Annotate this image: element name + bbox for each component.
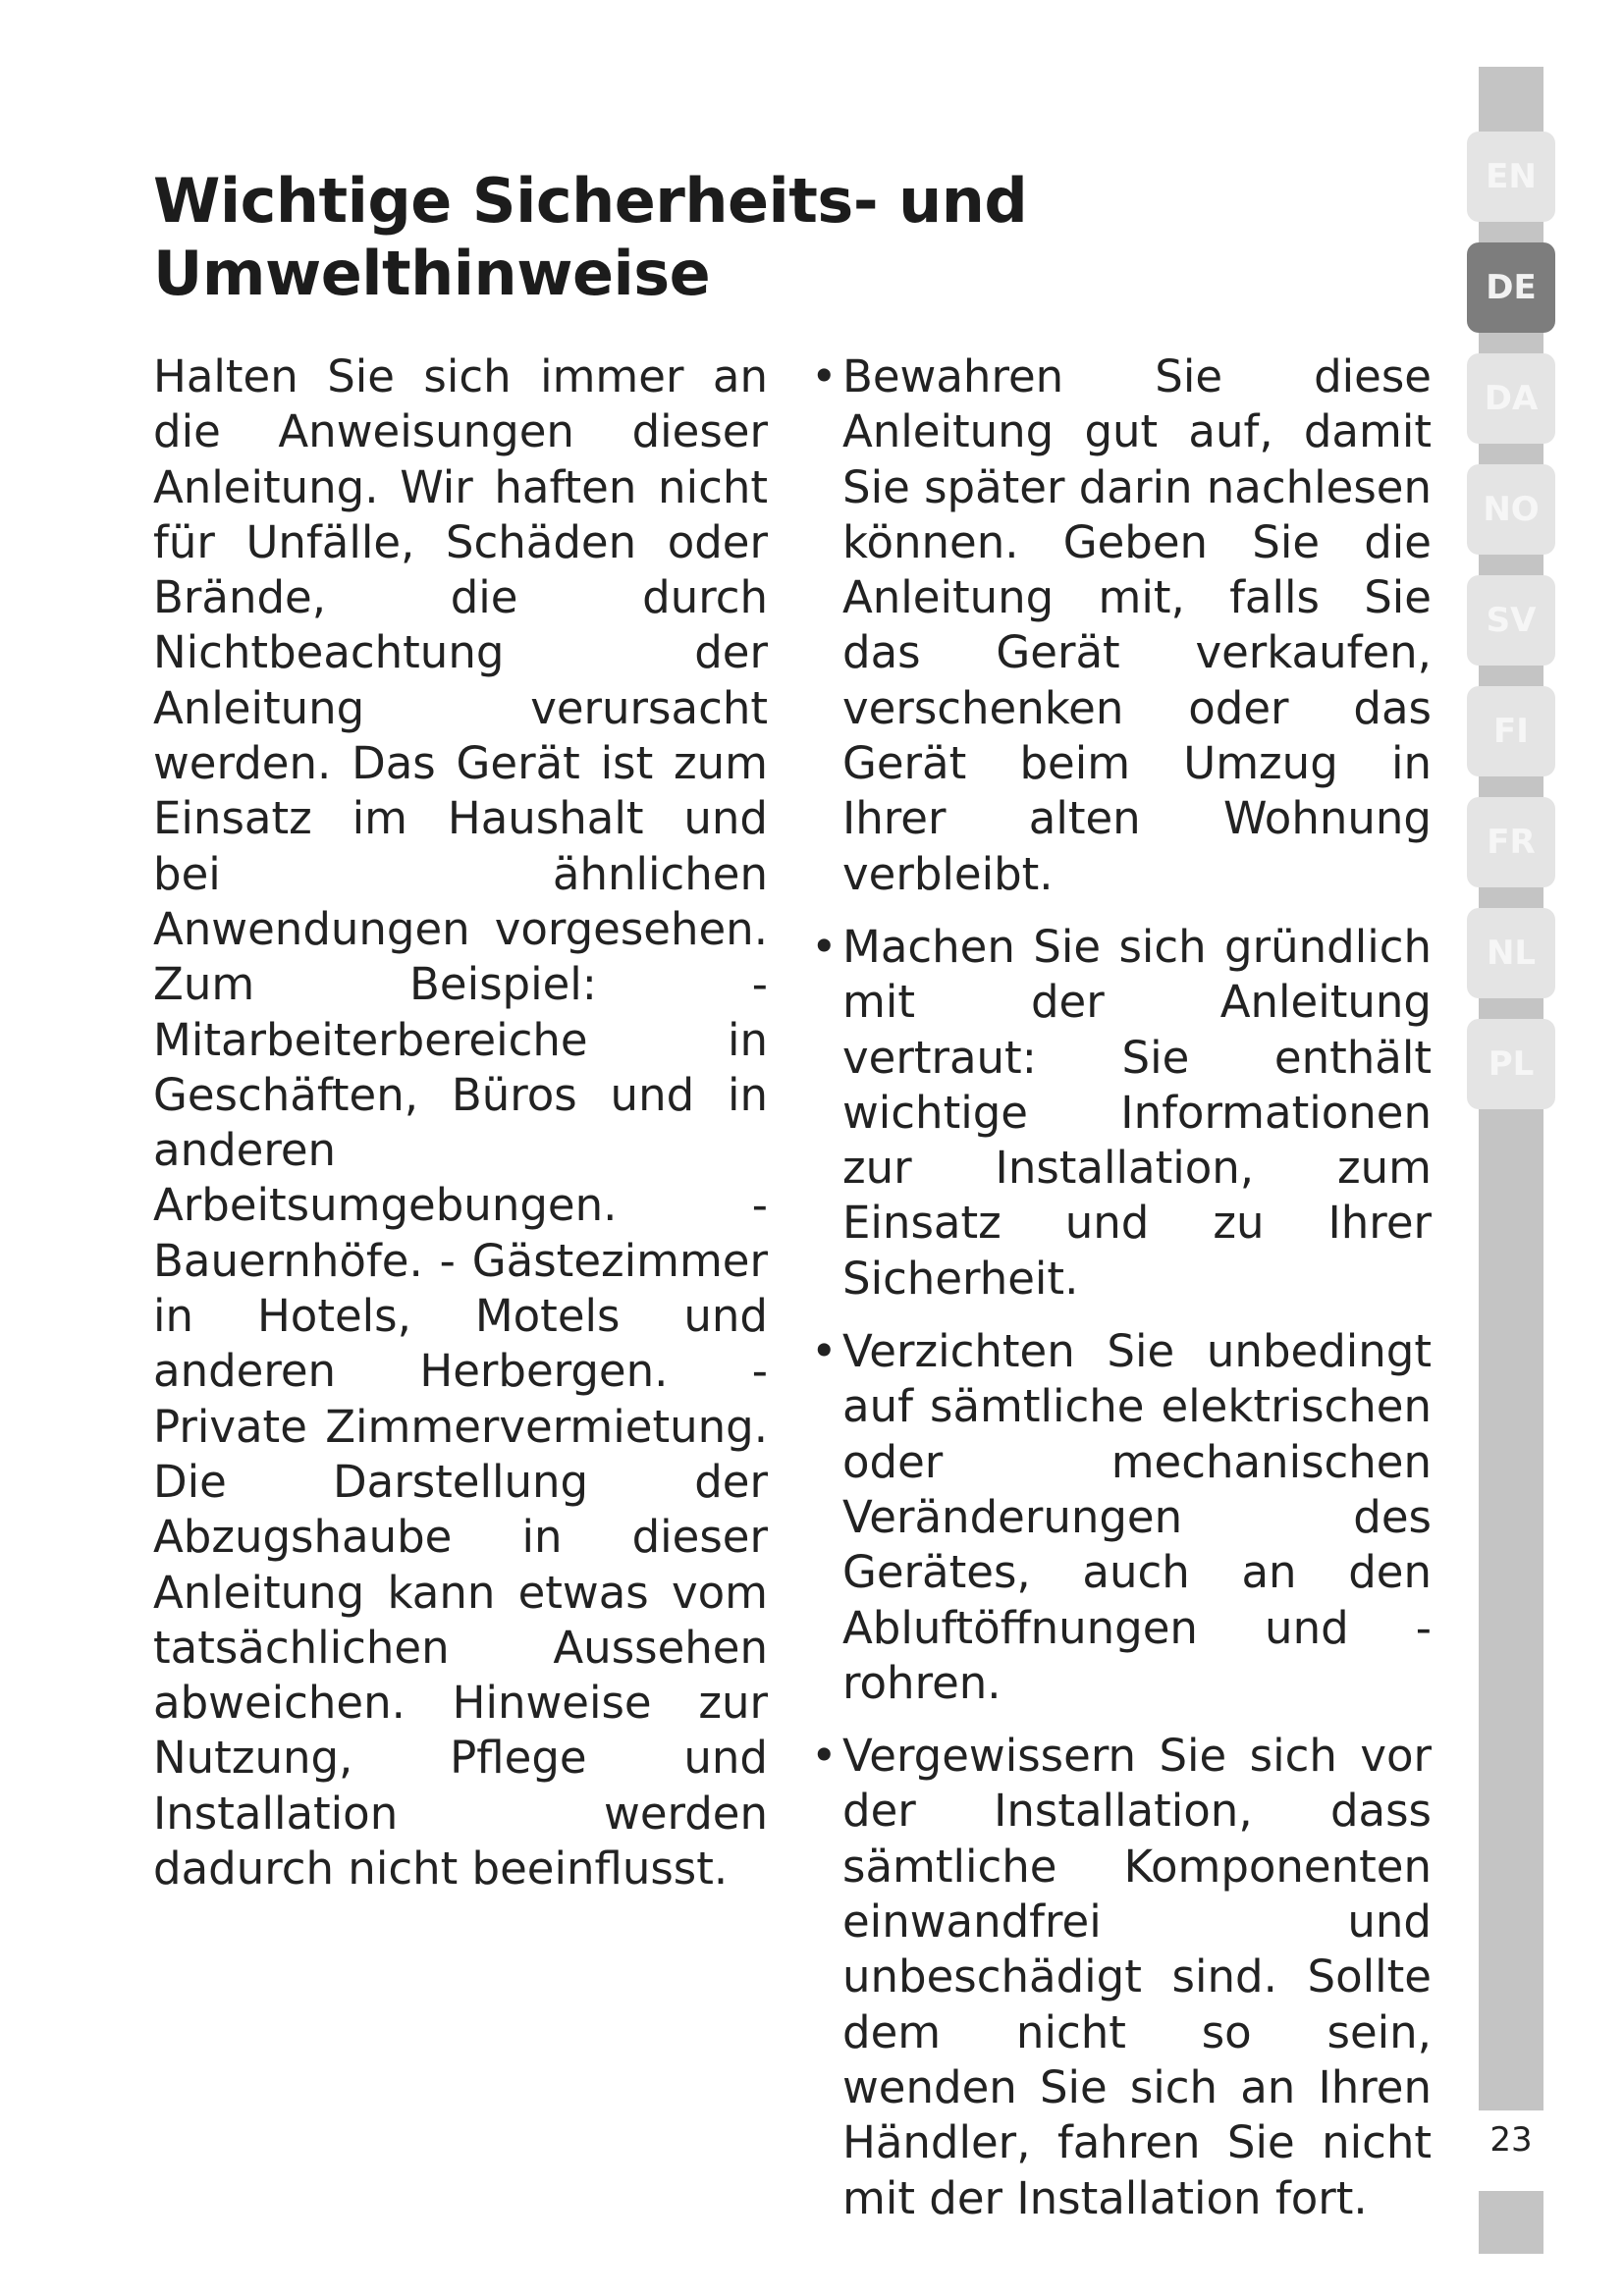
bullet-item — [811, 349, 1432, 902]
bullet-item — [811, 920, 1432, 1307]
language-tab-en[interactable]: EN — [1467, 132, 1555, 222]
bullet-item — [811, 1729, 1432, 2226]
page-title — [153, 165, 1037, 310]
language-tab-sv[interactable]: SV — [1467, 575, 1555, 666]
bullet-text: Verzichten Sie unbedingt auf sämtliche elektrischen oder mechanischen Veränderungen des Gerätes, auch an den Abluftöffnungen und -rohren. — [842, 1325, 1432, 1709]
title-line-2: Umwelthinweise — [153, 238, 711, 309]
page-number: 23 — [1489, 2120, 1533, 2160]
rail-bottom-marker — [1479, 2191, 1543, 2254]
safety-bullet-list — [811, 349, 1432, 2244]
bullet-dot-icon: • — [811, 920, 838, 973]
bullet-dot-icon: • — [811, 350, 838, 402]
language-tab-pl[interactable]: PL — [1467, 1019, 1555, 1109]
language-tab-fr[interactable]: FR — [1467, 797, 1555, 887]
bullet-text: Machen Sie sich gründlich mit der Anleitung vertraut: Sie enthält wichtige Informationen zur Installation, zum Einsatz und zu Ihrer Sicherheit. — [842, 920, 1432, 1305]
bullet-text: Bewahren Sie diese Anleitung gut auf, damit Sie später darin nachlesen können. Geben Sie die Anleitung mit, falls Sie das Gerät verkaufen, verschenken oder das Gerät beim Umzug in Ihrer alten Wohnung verbleibt. — [842, 350, 1432, 900]
language-tab-da[interactable]: DA — [1467, 353, 1555, 444]
intro-paragraph: Halten Sie sich immer an die Anweisungen dieser Anleitung. Wir haften nicht für Unfälle, Schäden oder Brände, die durch Nichtbeachtung der Anleitung verursacht werden. Das Gerät ist zum Einsatz im Haushalt und bei ähnlichen Anwendungen vorgesehen. Zum Beispiel: - Mitarbeiterbereiche in Geschäften, Büros und in anderen Arbeitsumgebungen. - Bauernhöfe. - Gästezimmer in Hotels, Motels und anderen Herbergen. - Private Zimmervermietung. Die Darstellung der Abzugshaube in dieser Anleitung kann etwas vom tatsächlichen Aussehen abweichen. Hinweise zur Nutzung, Pflege und Installation werden dadurch nicht beeinflusst. — [153, 350, 768, 1896]
bullet-dot-icon: • — [811, 1325, 838, 1378]
language-tab-nl[interactable]: NL — [1467, 908, 1555, 998]
language-tab-fi[interactable]: FI — [1467, 686, 1555, 776]
language-tab-de[interactable]: DE — [1467, 242, 1555, 333]
bullet-dot-icon: • — [811, 1730, 838, 1783]
language-tab-no[interactable]: NO — [1467, 464, 1555, 555]
title-line-1: Wichtige Sicherheits- und — [153, 165, 1028, 237]
bullet-item — [811, 1324, 1432, 1711]
bullet-text: Vergewissern Sie sich vor der Installation, dass sämtliche Komponenten einwandfrei und unbeschädigt sind. Sollte dem nicht so sein, wenden Sie sich an Ihren Händler, fahren Sie nicht mit der Installation fort. — [842, 1730, 1432, 2224]
